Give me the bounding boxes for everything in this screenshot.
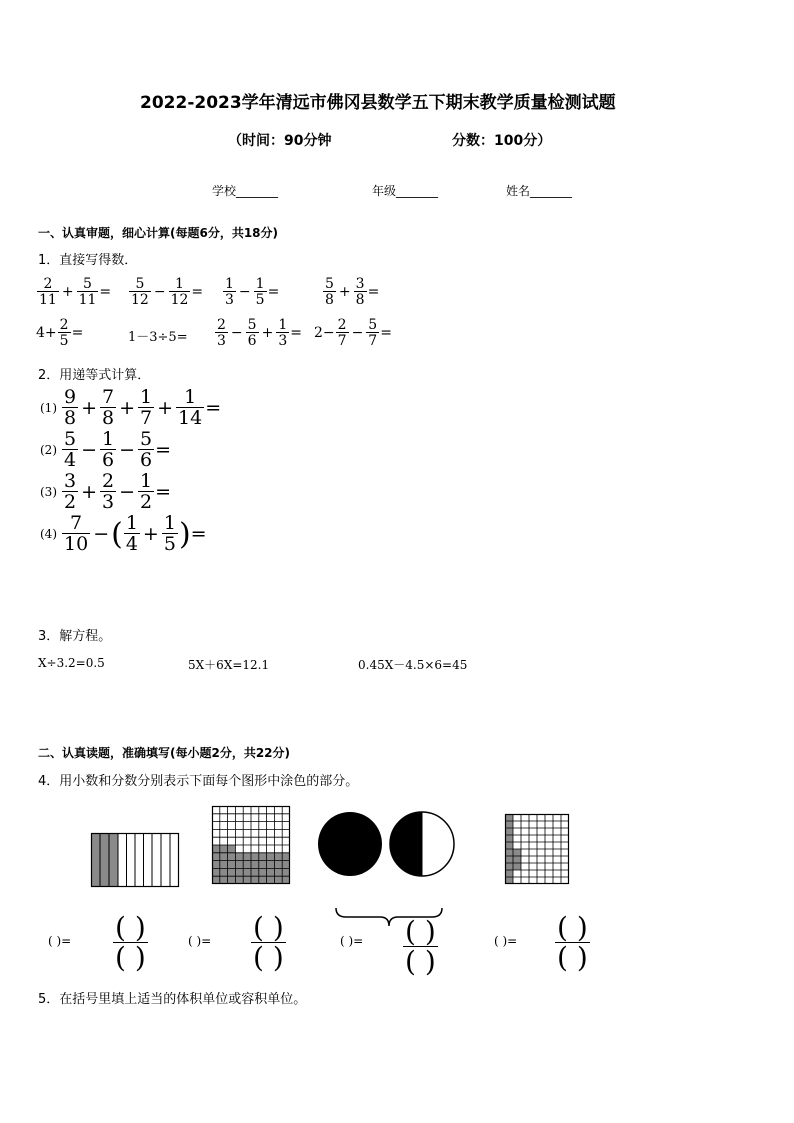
name-field[interactable]: 姓名_______: [506, 184, 573, 198]
q1-expr-2: $\frac{5}{12}$ − $\frac{1}{12}$ =: [131, 276, 204, 308]
q1-expr-6: 1－3÷5=: [128, 330, 188, 345]
q1-expr-5: 4+ $\frac{2}{5}$ =: [36, 317, 84, 349]
q3-eq-1: X÷3.2=0.5: [38, 656, 105, 670]
answer-blank-3[interactable]: ( )=: [340, 934, 364, 948]
school-field[interactable]: 学校_______: [212, 184, 279, 198]
answer-blank-2[interactable]: ( )=: [188, 934, 212, 948]
q2-label: 2．用递等式计算．: [38, 368, 151, 383]
q1-expr-8: 2− $\frac{2}{7}$ − $\frac{5}{7}$ =: [314, 317, 392, 349]
q3-eq-3: 0.45X－4.5×6=45: [358, 658, 468, 672]
exam-score: 分数：100分）: [452, 133, 552, 149]
answer-blank-4[interactable]: ( )=: [494, 934, 518, 948]
answer-blank-1[interactable]: ( )=: [48, 934, 72, 948]
section2-heading: 二、认真读题，准确填写(每小题2分，共22分): [38, 746, 291, 760]
exam-time: （时间：90分钟: [228, 133, 332, 149]
q5-label: 5．在括号里填上适当的体积单位或容积单位。: [38, 992, 307, 1007]
q4-label: 4．用小数和分数分别表示下面每个图形中涂色的部分。: [38, 774, 359, 789]
q3-eq-2: 5X＋6X=12.1: [188, 658, 270, 672]
figure-grid-100: [212, 806, 290, 884]
q2-item-4: (4) $\frac{7}{10}$ − ( $\frac{1}{4}$ + $\frac{1}{5}$ ) =: [40, 512, 207, 555]
answer-frac-4[interactable]: $\frac{( )}{( )}$: [557, 911, 588, 974]
figure-circles: [316, 810, 456, 880]
section1-heading: 一、认真审题，细心计算(每题6分，共18分): [38, 226, 279, 240]
q3-label: 3．解方程。: [38, 629, 112, 644]
q1-expr-7: $\frac{2}{3}$ − $\frac{5}{6}$ + $\frac{1}{3}$ =: [217, 317, 302, 349]
q2-item-1: (1) $\frac{9}{8}$ + $\frac{7}{8}$ + $\frac{1}{7}$ + $\frac{1}{14}$ =: [40, 386, 222, 429]
figure-strips: [91, 833, 179, 887]
grade-field[interactable]: 年级_______: [372, 184, 439, 198]
figure-grid-80: [505, 814, 569, 884]
page-title: 2022-2023学年清远市佛冈县数学五下期末教学质量检测试题: [140, 93, 616, 113]
q1-expr-3: $\frac{1}{3}$ − $\frac{1}{5}$ =: [225, 276, 280, 308]
answer-frac-3[interactable]: $\frac{( )}{( )}$: [405, 915, 436, 978]
q1-label: 1．直接写得数．: [38, 253, 138, 268]
answer-frac-1[interactable]: $\frac{( )}{( )}$: [115, 911, 146, 974]
q1-expr-4: $\frac{5}{8}$ + $\frac{3}{8}$ =: [325, 276, 380, 308]
answer-frac-2[interactable]: $\frac{( )}{( )}$: [253, 911, 284, 974]
q2-item-3: (3) $\frac{3}{2}$ + $\frac{2}{3}$ − $\frac{1}{2}$ =: [40, 470, 172, 513]
q2-item-2: (2) $\frac{5}{4}$ − $\frac{1}{6}$ − $\frac{5}{6}$ =: [40, 428, 172, 471]
q1-expr-1: $\frac{2}{11}$ + $\frac{5}{11}$ =: [39, 276, 112, 308]
